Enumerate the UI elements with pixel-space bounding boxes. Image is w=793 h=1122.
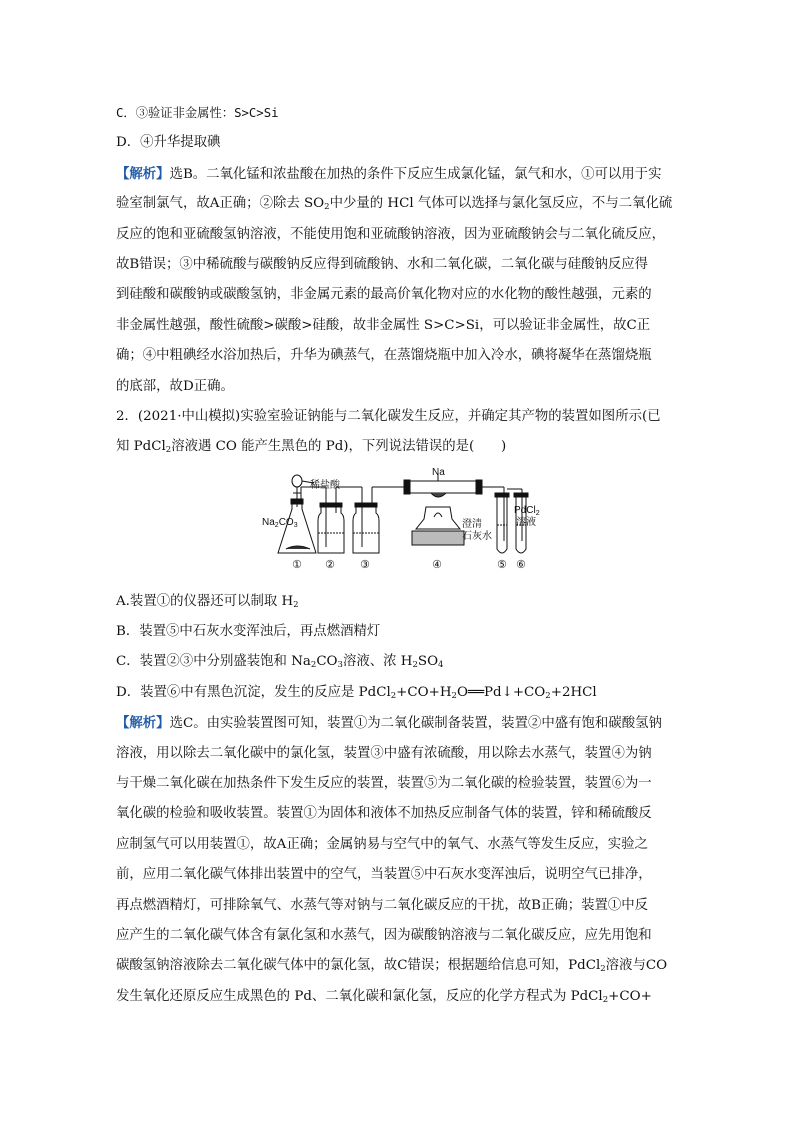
q2-analysis-line: 应产生的二氧化碳气体含有氯化氢和水蒸气，因为碳酸钠溶液与二氧化碳反应，应先用饱和	[116, 927, 652, 943]
label-na2co3: $Na_2CO_3$	[262, 516, 298, 529]
subscript: 4	[438, 660, 444, 671]
q2-analysis-line	[116, 951, 679, 981]
q2-analysis-line	[116, 982, 679, 1012]
stem-text: 知 PdCl	[116, 439, 166, 455]
label-acid: 稀盐酸	[310, 479, 340, 491]
q2-analysis-line: 氧化碳的检验和吸收装置。装置①为固体和液体不加热反应制备气体的装置，锌和稀硫酸反	[116, 806, 652, 822]
subscript: 3	[337, 660, 343, 671]
q1-option-c: C．③验证非金属性：S>C>Si	[116, 106, 279, 120]
device-number: ④	[432, 557, 442, 571]
label-limewater: 澄清	[462, 518, 482, 530]
device-number: ⑤	[497, 557, 507, 571]
q1-analysis-line	[116, 159, 679, 189]
analysis-text: 碳酸氢钠溶液除去二氧化碳气体中的氯化氢，故C错误；根据题给信息可知，PdCl	[116, 958, 601, 974]
device-number: ⑥	[516, 557, 526, 571]
subscript: 2	[600, 964, 606, 975]
option-text: O══Pd↓+CO	[456, 684, 546, 700]
q2-analysis-line: 溶液，用以除去二氧化碳中的氯化氢，装置③中盛有浓硫酸，用以除去水蒸气，装置④为钠	[116, 745, 652, 761]
subscript: 2	[293, 599, 299, 610]
wash-bottle-3	[353, 487, 408, 553]
q2-analysis-line: 应制氢气可以用装置①，故A正确；金属钠易与空气中的氧气、水蒸气等发生反应，实验之	[116, 836, 648, 852]
q2-stem	[116, 432, 679, 462]
subscript: 2	[390, 690, 397, 701]
subscript: 2	[324, 202, 330, 213]
wash-bottle-2	[318, 487, 362, 553]
q1-analysis-line	[116, 189, 679, 219]
option-text: 溶液、浓 H	[342, 654, 413, 670]
subscript: 2	[310, 660, 317, 671]
stem-text: 溶液遇 CO 能产生黑色的 Pd)，下列说法错误的是( )	[171, 439, 507, 455]
device-number: ②	[325, 557, 335, 571]
analysis-text: 选B。二氧化锰和浓盐酸在加热的条件下反应生成氯化锰，氯气和水，①可以用于实	[169, 166, 662, 182]
label-limewater: 石灰水	[462, 530, 492, 542]
subscript: 2	[451, 690, 457, 701]
q2-analysis-line: 前，应用二氧化碳气体排出装置中的空气，当装置⑤中石灰水变浑浊后，说明空气已排净，	[116, 867, 652, 883]
analysis-text: 选C。由实验装置图可知，装置①为二氧化碳制备装置，装置②中盛有饱和碳酸氢钠	[169, 716, 662, 732]
subscript: 2	[165, 445, 172, 456]
q1-analysis-line: 故B错误；③中稀硫酸与碳酸钠反应得到硫酸钠、水和二氧化碳，二氧化碳与硅酸钠反应得	[116, 256, 649, 272]
analysis-tag: 【解析】	[116, 165, 170, 182]
analysis-tag: 【解析】	[116, 715, 170, 732]
option-text: SO	[417, 654, 439, 670]
apparatus-figure	[116, 463, 679, 587]
q2-analysis-line	[116, 708, 679, 738]
label-pdcl2: 溶液	[516, 516, 536, 528]
q1-option-d: D．④升华提取碘	[116, 135, 221, 151]
analysis-text: 发生氧化还原反应生成黑色的 Pd、二氧化碳和氯化氢，反应的化学方程式为 PdCl	[116, 988, 603, 1004]
option-text: +2HCl	[550, 684, 597, 700]
subscript: 2	[602, 994, 609, 1005]
option-text: D．装置⑥中有黑色沉淀，发生的反应是 PdCl	[116, 684, 391, 700]
analysis-text: 验室制氯气，故A正确；②除去 SO	[116, 196, 325, 212]
option-text: +CO+H	[396, 684, 452, 700]
q2-stem: 2．(2021·中山模拟)实验室验证钠能与二氧化碳发生反应，并确定其产物的装置如图所示(已	[116, 408, 661, 424]
q2-option-c	[116, 647, 679, 677]
q1-analysis-line: 确；④中粗碘经水浴加热后，升华为碘蒸气，在蒸馏烧瓶中加入冷水，碘将凝华在蒸馏烧瓶	[116, 348, 652, 364]
page-content	[116, 98, 679, 1012]
subscript: 2	[545, 690, 551, 701]
q1-analysis-line: 非金属性越强，酸性硫酸>碳酸>硅酸，故非金属性 S>C>Si，可以验证非金属性，故C正	[116, 317, 651, 333]
q1-analysis-line: 到硅酸和碳酸钠或碳酸氢钠，非金属元素的最高价氧化物对应的水化物的酸性越强，元素的	[116, 287, 652, 303]
option-text: CO	[316, 654, 338, 670]
analysis-text: +CO+	[608, 988, 652, 1004]
label-pdcl2: PdCl$_2$	[514, 504, 540, 517]
q2-analysis-line: 与干燥二氧化碳在加热条件下发生反应的装置，装置⑤为二氧化碳的检验装置，装置⑥为一	[116, 776, 652, 792]
option-text: A.装置①的仪器还可以制取 H	[116, 593, 294, 609]
q1-analysis-line: 的底部，故D正确。	[116, 378, 234, 394]
q2-option-b: B．装置⑤中石灰水变浑浊后，再点燃酒精灯	[116, 624, 381, 640]
subscript: 2	[412, 660, 418, 671]
option-text: C．装置②③中分别盛装饱和 Na	[116, 654, 311, 670]
analysis-text: 溶液与CO	[605, 958, 668, 974]
label-na: Na	[432, 466, 445, 478]
analysis-text: 中少量的 HCl 气体可以选择与氯化氢反应，不与二氧化硫	[329, 196, 673, 212]
q1-analysis-line: 反应的饱和亚硫酸氢钠溶液，不能使用饱和亚硫酸钠溶液，因为亚硫酸钠会与二氧化硫反应，	[116, 226, 666, 242]
apparatus-diagram	[262, 466, 540, 579]
q2-analysis-line: 再点燃酒精灯，可排除氧气、水蒸气等对钠与二氧化碳反应的干扰，故B正确；装置①中反	[116, 897, 649, 913]
q2-option-d	[116, 678, 679, 708]
q2-option-a	[116, 587, 679, 617]
device-number: ③	[360, 557, 370, 571]
device-number: ①	[292, 557, 302, 571]
